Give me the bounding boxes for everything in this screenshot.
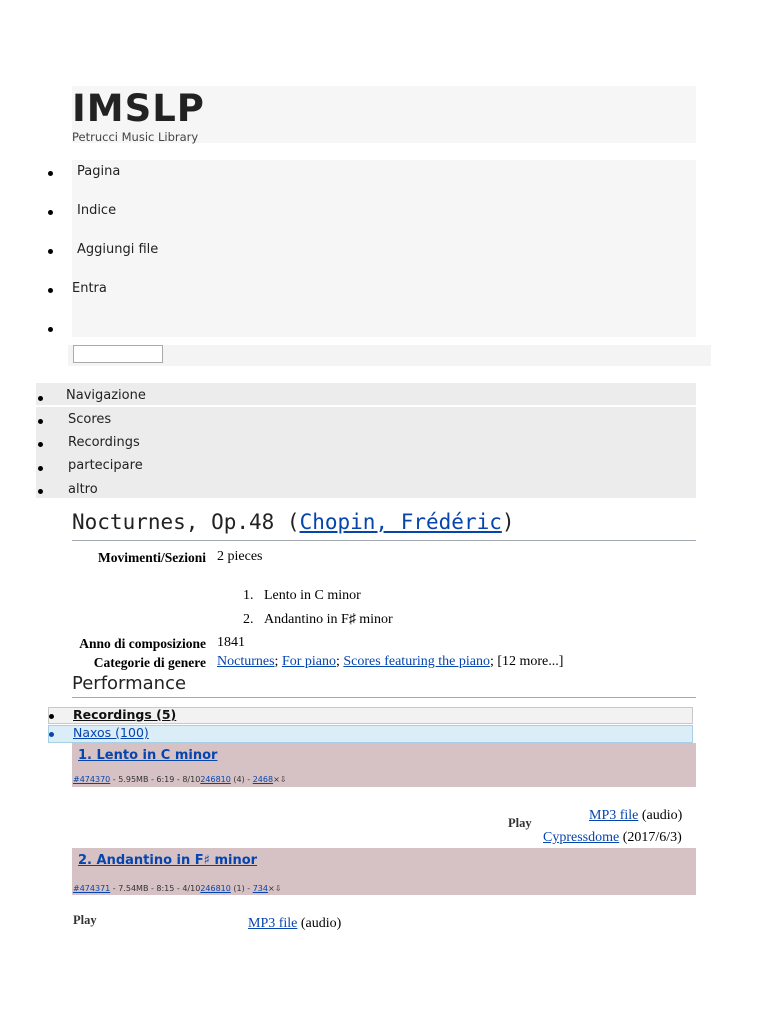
nav-item-indice[interactable]: Indice <box>77 203 117 218</box>
performance-divider <box>72 697 696 698</box>
play-button[interactable]: Play <box>508 816 532 830</box>
mp3-file-link[interactable]: MP3 file <box>589 808 639 823</box>
logo-subtitle: Petrucci Music Library <box>72 130 199 144</box>
movements-label: Movimenti/Sezioni <box>98 550 206 565</box>
side-nav-recordings[interactable]: Recordings <box>68 435 140 450</box>
nav-item-aggiungi-file[interactable]: Aggiungi file <box>77 242 159 257</box>
track-meta <box>73 884 281 893</box>
file-line <box>248 916 341 932</box>
track-id-link[interactable]: #474370 <box>73 775 111 784</box>
track-meta-text: (4) - <box>230 775 253 784</box>
rating-link[interactable]: 246810 <box>200 884 231 893</box>
rating-link[interactable]: 246810 <box>200 775 231 784</box>
bullet-icon <box>38 442 43 447</box>
bullet-icon <box>49 732 54 737</box>
genre-list <box>217 654 563 670</box>
file-type: (audio) <box>641 808 683 823</box>
download-count-link[interactable]: 2468 <box>252 775 274 784</box>
side-nav-divider <box>36 405 696 407</box>
search-bar <box>68 345 711 366</box>
side-nav-scores[interactable]: Scores <box>68 412 112 427</box>
download-icon: ×⇩ <box>273 775 287 784</box>
track-title-link[interactable]: 2. Andantino in F♯ minor <box>78 853 258 868</box>
mp3-file-link[interactable]: MP3 file <box>248 916 298 931</box>
nav-item-entra[interactable]: Entra <box>72 281 107 296</box>
piece-name: Andantino in F♯ minor <box>264 612 393 627</box>
genre-separator: ; <box>274 654 279 669</box>
nav-item-pagina[interactable]: Pagina <box>77 164 121 179</box>
genre-separator: ; <box>336 654 340 669</box>
genre-link[interactable]: Nocturnes <box>217 654 275 669</box>
title-divider <box>72 540 696 541</box>
bullet-icon <box>49 714 54 719</box>
track-meta <box>73 775 286 784</box>
side-nav-navigazione[interactable]: Navigazione <box>66 388 146 403</box>
side-nav-partecipare[interactable]: partecipare <box>68 458 143 473</box>
movements-value: 2 pieces <box>217 549 263 564</box>
bullet-icon <box>48 210 53 215</box>
play-button[interactable]: Play <box>73 913 97 927</box>
track-title-link[interactable]: 1. Lento in C minor <box>78 748 218 763</box>
track-meta-text: - 5.95MB - 6:19 - 8/10 <box>110 775 201 784</box>
performance-heading: Performance <box>72 673 187 694</box>
bullet-icon <box>38 419 43 424</box>
piece-number: 2. <box>243 612 254 627</box>
bullet-icon <box>48 327 53 332</box>
uploader-link[interactable]: Cypressdome <box>543 830 620 845</box>
download-icon: ×⇩ <box>268 884 282 893</box>
bullet-icon <box>38 466 43 471</box>
more-genres-link[interactable]: [12 more...] <box>497 654 564 669</box>
year-label: Anno di composizione <box>79 636 206 651</box>
download-count-link[interactable]: 734 <box>252 884 268 893</box>
tab-recordings-label[interactable]: Recordings (5) <box>73 707 177 722</box>
title-prefix: Nocturnes, Op.48 ( <box>72 510 300 534</box>
piece-number: 1. <box>243 588 254 603</box>
track-meta-text: (1) - <box>230 884 253 893</box>
bullet-icon <box>38 396 43 401</box>
genre-label: Categorie di genere <box>93 655 206 670</box>
search-input[interactable] <box>73 345 163 363</box>
genre-separator: ; <box>489 654 494 669</box>
bullet-icon <box>38 489 43 494</box>
uploader-line <box>543 830 682 846</box>
upload-date: (2017/6/3) <box>622 830 682 845</box>
year-value: 1841 <box>217 635 245 650</box>
composer-link[interactable]: Chopin, Frédéric <box>299 510 502 534</box>
top-nav <box>72 160 696 337</box>
logo-mark: IMSLP <box>72 87 205 130</box>
track-meta-text: - 7.54MB - 8:15 - 4/10 <box>110 884 201 893</box>
bullet-icon <box>48 171 53 176</box>
bullet-icon <box>48 249 53 254</box>
imslp-logo[interactable] <box>72 87 205 144</box>
genre-link[interactable]: Scores featuring the piano <box>343 654 490 669</box>
page-title <box>72 510 515 534</box>
genre-link[interactable]: For piano <box>281 654 336 669</box>
side-nav-altro[interactable]: altro <box>68 482 98 497</box>
piece-name: Lento in C minor <box>264 588 361 603</box>
file-type: (audio) <box>300 916 342 931</box>
file-line <box>589 808 682 824</box>
bullet-icon <box>48 288 53 293</box>
tab-naxos-label[interactable]: Naxos (100) <box>73 725 149 740</box>
title-suffix: ) <box>501 510 515 534</box>
track-id-link[interactable]: #474371 <box>73 884 111 893</box>
